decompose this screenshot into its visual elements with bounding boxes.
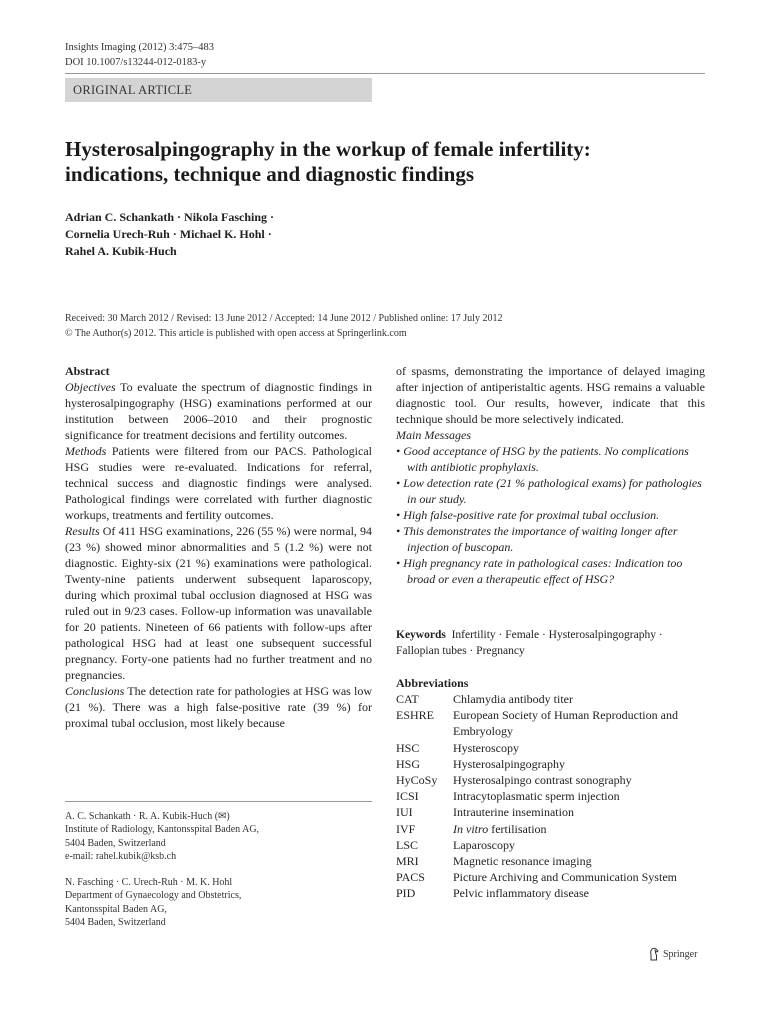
abbreviation-row <box>396 804 705 820</box>
keywords-text: Infertility · Female · Hysterosalpingography · Fallopian tubes · Pregnancy <box>396 629 663 657</box>
results-text: Of 411 HSG examinations, 226 (55 %) were normal, 94 (23 %) showed minor abnormalities and 5 (1.2 %) were not diagnostic. Eighty-six (21 %) examinations were pathological. Twenty-nine patients underwent subsequent laparoscopy, during which proximal tubal occlusion diagnosed at HSG was ruled out in 9/23 cases. Follow-up information was unavailable for 20 patients. Nineteen of 66 patients with follow-ups after pathological HSG had at least one subsequent successful pregnancy. Forty-one patients had no further treatment and no pregnancies. <box>65 524 372 682</box>
affiliation-line: Kantonsspital Baden AG, <box>65 903 167 915</box>
right-column <box>396 363 705 902</box>
abbreviation-row <box>396 837 705 853</box>
abbreviation-key: PACS <box>396 870 425 885</box>
author-line[interactable]: Adrian C. Schankath · Nikola Fasching · <box>65 210 275 224</box>
affiliation-line: 5404 Baden, Switzerland <box>65 916 166 928</box>
abbreviations-heading: Abbreviations <box>396 676 469 690</box>
publisher-logo <box>648 947 697 961</box>
abbreviation-key: PID <box>396 886 416 901</box>
abbreviation-key: LSC <box>396 837 419 852</box>
abbreviations-list <box>396 691 705 902</box>
springer-horse-icon <box>648 947 660 961</box>
abstract-results <box>65 523 372 683</box>
abstract-objectives <box>65 379 372 443</box>
main-message-item: • High pregnancy rate in pathological cases: Indication too broad or even a therapeutic effect of HSG? <box>396 556 683 586</box>
affiliation-rule <box>65 801 372 802</box>
history-dates: Received: 30 March 2012 / Revised: 13 June 2012 / Accepted: 14 June 2012 / Published online: 17 July 2012 <box>65 313 503 324</box>
objectives-label: Objectives <box>65 380 116 394</box>
affiliation-authors: N. Fasching · C. Urech-Ruh · M. K. Hohl <box>65 877 233 888</box>
abbreviation-key: HSC <box>396 740 420 755</box>
abbreviation-key: HSG <box>396 756 421 771</box>
abbreviation-row <box>396 821 705 837</box>
results-label: Results <box>65 524 100 538</box>
main-messages-heading: Main Messages <box>396 428 471 442</box>
abstract-conclusions <box>65 683 372 731</box>
publisher-name: Springer <box>663 948 698 960</box>
abbreviation-row <box>396 885 705 901</box>
abbreviation-row <box>396 691 705 707</box>
left-column <box>65 363 372 731</box>
abbreviation-key: IVF <box>396 821 416 836</box>
article-history <box>65 312 705 341</box>
conclusions-label: Conclusions <box>65 684 125 698</box>
main-message-item: • High false-positive rate for proximal tubal occlusion. <box>396 508 660 522</box>
journal-citation: Insights Imaging (2012) 3:475–483 <box>65 42 215 53</box>
abbreviation-row <box>396 756 705 772</box>
affiliation-email[interactable]: e-mail: rahel.kubik@ksb.ch <box>65 850 177 862</box>
abbreviation-row <box>396 869 705 885</box>
abbreviation-value: In vitro fertilisation <box>453 821 547 836</box>
abbreviation-row <box>396 772 705 788</box>
abstract-continued: of spasms, demonstrating the importance of delayed imaging after injection of antiperistaltic agents. HSG remains a valuable diagnostic tool. Our results, however, indicate that this technique should be more selectively indicated. <box>396 364 705 426</box>
author-list <box>65 209 485 260</box>
methods-text: Patients were filtered from our PACS. Pathological HSG studies were re-evaluated. Indications for referral, technical success and diagnostic findings were analysed. Pathological findings were correlated with further diagnostic workups, treatments and fertility outcomes. <box>65 444 372 522</box>
copyright-notice: © The Author(s) 2012. This article is published with open access at Springerlink.com <box>65 327 407 339</box>
article-type-banner: ORIGINAL ARTICLE <box>65 78 372 102</box>
main-message-item: • Good acceptance of HSG by the patients. No complications with antibiotic prophylaxis. <box>396 444 689 474</box>
affiliation-line: Institute of Radiology, Kantonsspital Baden AG, <box>65 824 260 836</box>
abbreviation-value: Pelvic inflammatory disease <box>453 886 589 901</box>
main-message-item: • Low detection rate (21 % pathological exams) for pathologies in our study. <box>396 476 702 506</box>
affiliation-authors: A. C. Schankath · R. A. Kubik-Huch (✉) <box>65 811 230 822</box>
abbreviation-value: Hysterosalpingo contrast sonography <box>453 773 632 788</box>
abbreviation-row <box>396 788 705 804</box>
abbreviation-key: ICSI <box>396 789 419 804</box>
abbreviation-row <box>396 740 705 756</box>
abbreviation-value: Intrauterine insemination <box>453 805 574 820</box>
doi[interactable]: DOI 10.1007/s13244-012-0183-y <box>65 57 207 68</box>
abbreviation-value: Picture Archiving and Communication System <box>453 870 677 885</box>
author-line[interactable]: Rahel A. Kubik-Huch <box>65 244 177 258</box>
abbreviation-value: Magnetic resonance imaging <box>453 854 592 869</box>
abstract-heading: Abstract <box>65 364 110 378</box>
keywords <box>396 627 705 659</box>
abstract-methods <box>65 443 372 523</box>
objectives-text: To evaluate the spectrum of diagnostic findings in hysterosalpingography (HSG) examinations performed at our institution between 2006–2010 and their prognostic significance for treatment decisions and fertility outcomes. <box>65 380 372 442</box>
conclusions-text: The detection rate for pathologies at HSG was low (21 %). There was a high false-positive rate (39 %) for proximal tubal occlusion, most likely because <box>65 684 372 730</box>
affiliation-line: Department of Gynaecology and Obstetrics, <box>65 890 242 902</box>
affiliation-line: 5404 Baden, Switzerland <box>65 837 166 849</box>
abbreviation-value: Intracytoplasmatic sperm injection <box>453 789 620 804</box>
affiliation-block <box>65 810 372 863</box>
abbreviation-value: Laparoscopy <box>453 837 515 852</box>
affiliation-block <box>65 876 372 929</box>
methods-label: Methods <box>65 444 107 458</box>
journal-info <box>65 40 214 70</box>
abbreviation-value: European Society of Human Reproduction and Embryology <box>453 708 678 739</box>
abbreviation-value: Chlamydia antibody titer <box>453 692 573 706</box>
abbreviation-key: MRI <box>396 854 419 869</box>
abbreviation-key: CAT <box>396 692 419 706</box>
author-line[interactable]: Cornelia Urech-Ruh · Michael K. Hohl · <box>65 227 272 241</box>
header-rule <box>65 73 705 74</box>
abbreviation-row <box>396 853 705 869</box>
main-message-item: • This demonstrates the importance of waiting longer after injection of buscopan. <box>396 524 678 554</box>
abbreviation-key: IUI <box>396 805 413 820</box>
abbreviation-value: Hysterosalpingography <box>453 756 565 771</box>
abbreviation-value: Hysteroscopy <box>453 740 519 755</box>
abbreviation-key: ESHRE <box>396 708 435 723</box>
abbreviation-key: HyCoSy <box>396 773 438 788</box>
abbreviation-row <box>396 707 705 739</box>
article-title: Hysterosalpingography in the workup of female infertility: indications, technique and diagnostic findings <box>65 137 591 186</box>
main-messages-list <box>396 443 705 587</box>
keywords-label: Keywords <box>396 629 446 641</box>
